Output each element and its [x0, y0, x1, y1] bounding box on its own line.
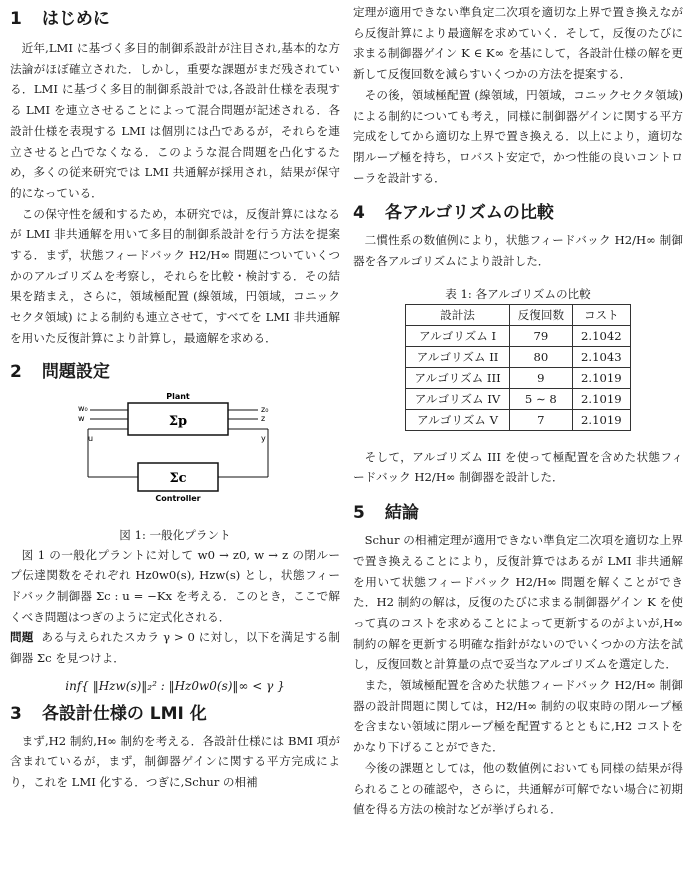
- section-1-heading: [10, 8, 340, 30]
- figure-generalized-plant: [10, 389, 340, 524]
- section-number: 1: [10, 9, 22, 29]
- section-4-paragraph-2: そして，アルゴリズム III を使って極配置を含めた状態フィードバック H2/H∞ 制御器を設計した．: [353, 449, 683, 485]
- section-title: 問題設定: [41, 361, 110, 382]
- w-label: w: [78, 413, 85, 423]
- conclusion-paragraph-2: また，領域極配置を含めた状態フィードバック H2/H∞ 制御器の設計問題に関しては，H2/H∞ 制約の収束時の閉ループ極を含まない領域に閉ループ極を配置するとともに,H2 コストをかなり下げることができた．: [353, 678, 683, 755]
- problem-equation: inf{ ‖Hzw(s)‖₂² : ‖Hz0w0(s)‖∞ < γ }: [65, 678, 285, 693]
- header-cost: コスト: [573, 304, 631, 325]
- z0-label: z₀: [261, 404, 269, 414]
- w0-label: w₀: [78, 403, 88, 413]
- table-cell: 7: [509, 409, 572, 430]
- problem-paragraph: 図 1 の一般化プラントに対して w0 → z0, w → z の閉ループ伝達関数をそれぞれ Hz0w0(s), Hzw(s) とし，状態フィードバック制御器 Σc : u = −Kx を考える．このとき，ここで解くべき問題はつぎのように定式化される．: [10, 547, 340, 624]
- section-5-heading: [353, 502, 683, 524]
- u-label: u: [88, 433, 94, 443]
- section-number: 2: [10, 361, 22, 382]
- table-1-caption: 表 1: 各アルゴリズムの比較: [445, 286, 591, 301]
- table-cell: アルゴリズム V: [406, 409, 509, 430]
- section-title: 各設計仕様の LMI 化: [41, 703, 207, 724]
- section-3-paragraph: まず,H2 制約,H∞ 制約を考える．各設計仕様には BMI 項が含まれているが，まず，制御器ゲインに関する平方完成により，これを LMI 化する．つぎに,Schur の相補: [10, 733, 340, 790]
- problem-label: 問題: [10, 630, 34, 645]
- table-row: [406, 325, 630, 346]
- continued-paragraph-2: その後，領域極配置 (線領域，円領域，コニックセクタ領域) による制約についても考え，同様に制御器ゲインに関する平方完成をしてから適切な上界で置き換える．以上により，適切な閉ループ極を持ち，ロバスト安定で，かつ性能の良いコントローラを設計する．: [353, 87, 683, 185]
- table-header-row: [406, 304, 630, 325]
- table-row: [406, 388, 630, 409]
- z-label: z: [261, 413, 266, 423]
- intro-paragraph-2: この保守性を緩和するため，本研究では，反復計算にはなるが LMI 非共通解を用いて多目的制御系設計を行う方法を提案する．まず，状態フィードバック H2/H∞ 問題についていくつかのアルゴリズムを考察し，それらを比較・検討する．その結果を踏まえ，さらに，領域極配置 (線領域，円領域，コニックセクタ領域) による制約も連立させて，すべてを LMI 非共通解を用いた反復計算により計算し，最適解を求める．: [10, 206, 340, 345]
- header-iterations: 反復回数: [509, 304, 572, 325]
- section-4-paragraph: 二慣性系の数値例により，状態フィードバック H2/H∞ 制御器を各アルゴリズムにより設計した．: [353, 233, 683, 269]
- sigma-c-label: Σc: [169, 470, 187, 486]
- table-cell: 2.1019: [573, 367, 631, 388]
- header-method: 設計法: [406, 304, 509, 325]
- table-cell: アルゴリズム I: [406, 325, 509, 346]
- table-cell: 2.1019: [573, 409, 631, 430]
- table-cell: 80: [509, 346, 572, 367]
- algorithm-comparison-table: [405, 304, 630, 431]
- table-cell: 5 ∼ 8: [509, 388, 572, 409]
- controller-label: Controller: [155, 493, 201, 503]
- table-row: [406, 409, 630, 430]
- problem-text: ある与えられたスカラ γ > 0 に対し，以下を満足する制御器 Σc を見つけよ．: [10, 630, 340, 666]
- table-cell: 9: [509, 367, 572, 388]
- section-number: 5: [353, 503, 365, 524]
- table-cell: アルゴリズム II: [406, 346, 509, 367]
- section-2-heading: [10, 361, 340, 383]
- intro-paragraph-1: 近年,LMI に基づく多目的制御系設計が注目され,基本的な方法論がほぼ確立された．しかし，重要な課題がまだ残されている．LMI に基づく多目的制御系設計では,各設計仕様を表現する LMI を連立させることによって混合問題が記述される．各設計仕様を表現する LMI は個別には凸であるが，それらを連立させると凸でなくなる．このような混合問題を凸化するため，多くの従来研究では LMI 共通解が採用され，結果が保守的になっている．: [10, 41, 340, 200]
- section-3-heading: [10, 703, 340, 725]
- y-label: y: [261, 433, 266, 443]
- conclusion-paragraph-3: 今後の課題としては，他の数値例においても同様の結果が得られることの確認や，さらに，共通解が可解でない場合に初期値を得る方法の検討などが挙げられる．: [353, 760, 683, 817]
- section-number: 4: [353, 203, 365, 224]
- section-number: 3: [10, 703, 22, 724]
- conclusion-paragraph-1: Schur の相補定理が適用できない準負定二次項を適切な上界で置き換えることにより，反復計算ではあるが LMI 非共通解を用いて状態フィードバック H2/H∞ 問題を解くことができた．H2 制約の解は，反復のたびに求まる制御器ゲイン K を使って真のコストを求めることによって更新するのがよいが,H∞ 制約の解を更新する明確な指針がないのでいくつかの方法を試し，反復回数と計算量の点で妥当なアルゴリズムを選定した．: [353, 533, 683, 672]
- table-row: [406, 346, 630, 367]
- section-title: 各アルゴリズムの比較: [384, 203, 554, 224]
- right-column: [353, 0, 683, 820]
- table-row: [406, 367, 630, 388]
- table-cell: 2.1019: [573, 388, 631, 409]
- sigma-p-label: Σp: [168, 413, 188, 429]
- section-4-heading: [353, 202, 683, 224]
- plant-label: Plant: [166, 391, 190, 401]
- block-diagram: [58, 389, 298, 519]
- section-title: 結論: [384, 503, 419, 524]
- table-cell: アルゴリズム IV: [406, 388, 509, 409]
- figure-1-caption: 図 1: 一般化プラント: [119, 527, 231, 542]
- table-cell: アルゴリズム III: [406, 367, 509, 388]
- section-title: はじめに: [41, 9, 110, 29]
- left-column: [10, 0, 340, 793]
- problem-statement: [10, 627, 340, 668]
- continued-paragraph: 定理が適用できない準負定二次項を適切な上界で置き換えながら反復計算により最適解を求めていく．そして，反復のたびに求まる制御器ゲイン K ∈ K∞ を基にして，各設計仕様の解を更新して反復回数を減らすいくつかの方法を提案する．: [353, 5, 683, 82]
- table-cell: 79: [509, 325, 572, 346]
- table-cell: 2.1043: [573, 346, 631, 367]
- table-cell: 2.1042: [573, 325, 631, 346]
